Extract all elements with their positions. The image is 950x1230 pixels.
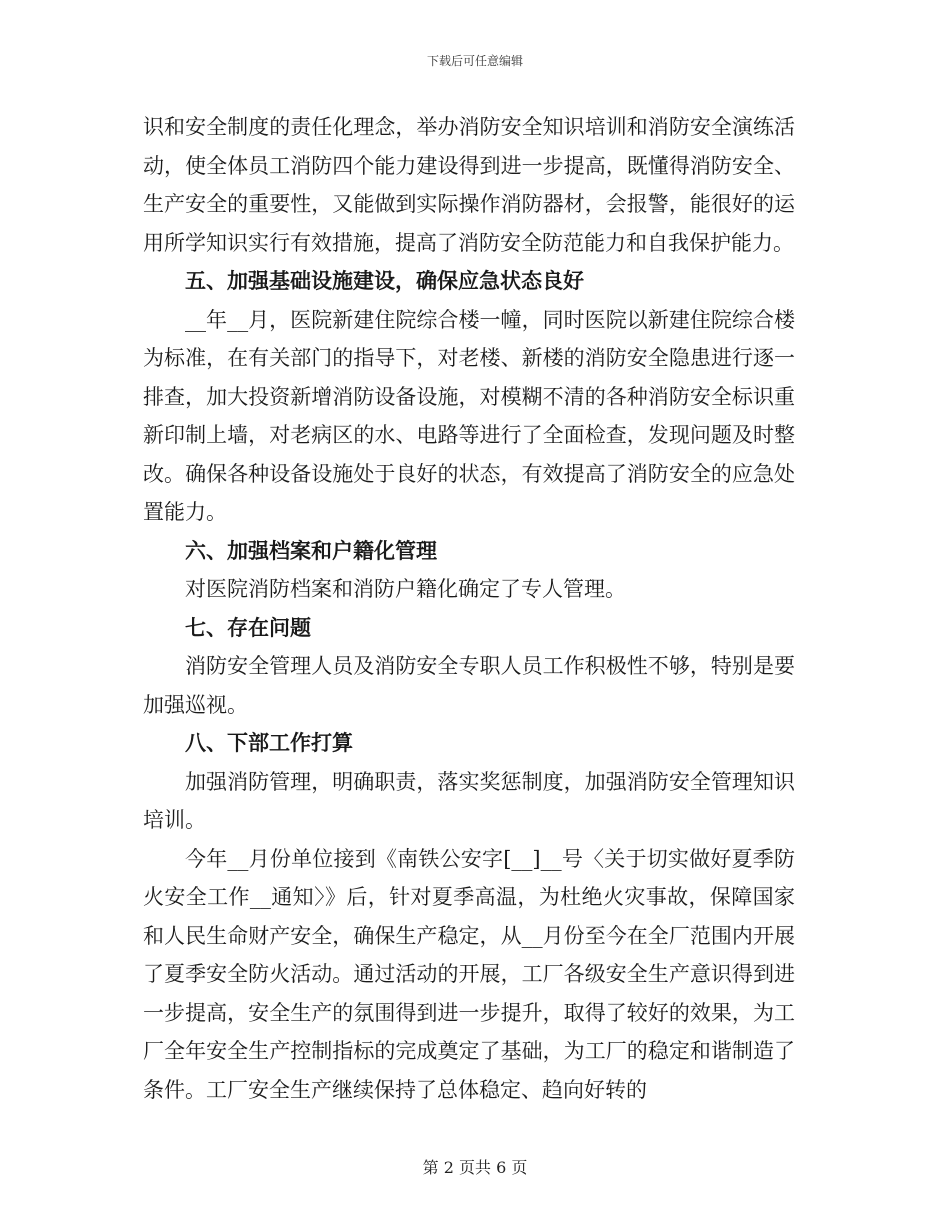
body-paragraph: 加强消防管理，明确职责，落实奖惩制度，加强消防安全管理知识培训。: [143, 769, 795, 832]
body-paragraph: __年__月，医院新建住院综合楼一幢，同时医院以新建住院综合楼为标准，在有关部门的指导下，对老楼、新楼的消防安全隐患进行逐一排查，加大投资新增消防设备设施，对模糊不清的各种消防安全标识重新印制上墙，对老病区的水、电路等进行了全面检查，发现问题及时整改。确保各种设备设施处于良好的状态，有效提高了消防安全的应急处置能力。: [143, 307, 795, 524]
section-heading: 五、加强基础设施建设，确保应急状态良好: [185, 269, 584, 293]
section-heading: 六、加强档案和户籍化管理: [185, 538, 437, 563]
document-body: [143, 108, 795, 1109]
section-heading: 八、下部工作打算: [185, 731, 353, 755]
section-heading: 七、存在问题: [185, 615, 311, 640]
body-paragraph: 识和安全制度的责任化理念，举办消防安全知识培训和消防安全演练活动，使全体员工消防四个能力建设得到进一步提高，既懂得消防安全、生产安全的重要性，又能做到实际操作消防器材，会报警，能很好的运用所学知识实行有效措施，提高了消防安全防范能力和自我保护能力。: [143, 115, 795, 255]
body-paragraph: 今年__月份单位接到《南铁公安字[__]__号〈关于切实做好夏季防火安全工作__通知〉》后，针对夏季高温，为杜绝火灾事故，保障国家和人民生命财产安全，确保生产稳定，从__月份至今在全厂范围内开展了夏季安全防火活动。通过活动的开展，工厂各级安全生产意识得到进一步提高，安全生产的氛围得到进一步提升，取得了较好的效果，为工厂全年安全生产控制指标的完成奠定了基础，为工厂的稳定和谐制造了条件。工厂安全生产继续保持了总体稳定、趋向好转的: [143, 846, 795, 1102]
body-paragraph: 对医院消防档案和消防户籍化确定了专人管理。: [185, 577, 626, 601]
page-header: 下载后可任意编辑: [426, 54, 523, 68]
page-footer: 第 2 页共 6 页: [422, 1158, 528, 1177]
body-paragraph: 消防安全管理人员及消防安全专职人员工作积极性不够，特别是要加强巡视。: [143, 654, 795, 717]
